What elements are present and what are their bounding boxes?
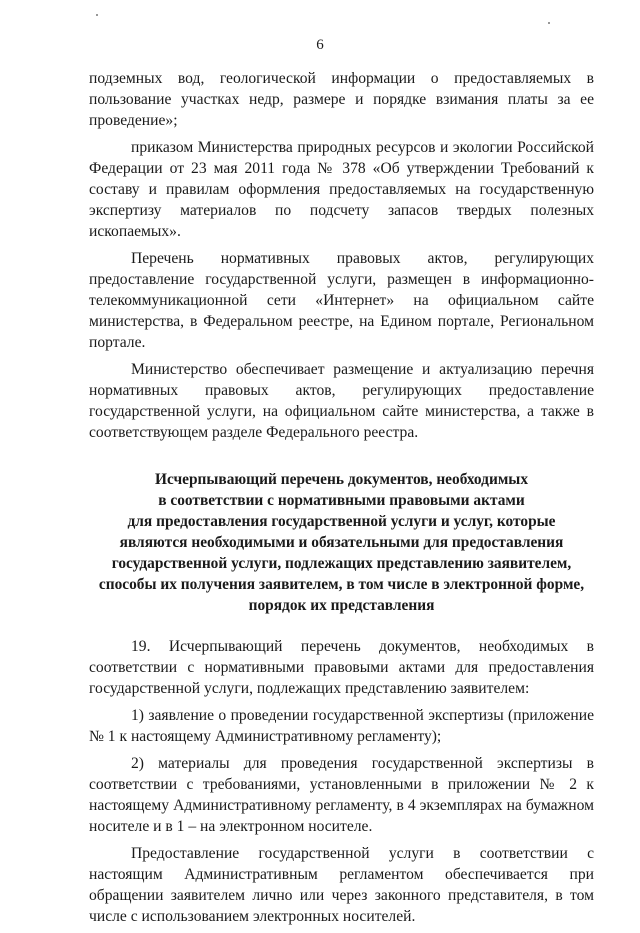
paragraph: Перечень нормативных правовых актов, регулирующих предоставление государственной услуги, размещен в информационно-телекоммуникационной сети «Интернет» на официальном сайте министерства, в Федеральном реестре, на Едином портале, Региональном портале. xyxy=(89,250,594,351)
paragraph: 1) заявление о проведении государственной экспертизы (приложение № 1 к настоящему Административному регламенту); xyxy=(89,707,594,745)
scan-artifact xyxy=(96,14,98,16)
heading-line: для предоставления государственной услуги и услуг, которые xyxy=(127,513,556,530)
paragraphs-top xyxy=(89,68,594,443)
heading-line: Исчерпывающий перечень документов, необходимых xyxy=(154,471,529,488)
paragraph: 19. Исчерпывающий перечень документов, необходимых в соответствии с нормативными правовыми актами для предоставления государственной услуги, подлежащих представлению заявителем: xyxy=(89,638,594,697)
heading-line: в соответствии с нормативными правовыми актами xyxy=(158,492,525,509)
paragraph: Министерство обеспечивает размещение и актуализацию перечня нормативных правовых актов, регулирующих предоставление государственной услуги, на официальном сайте министерства, а также в соответствующем разделе Федерального реестра. xyxy=(89,361,594,441)
paragraph: приказом Министерства природных ресурсов и экологии Российской Федерации от 23 мая 2011 года № 378 «Об утверждении Требований к составу и правилам оформления предоставляемых на государственную экспертизу материалов по подсчету запасов твердых полезных ископаемых». xyxy=(89,139,594,240)
heading-line: являются необходимыми и обязательными для предоставления xyxy=(119,534,564,551)
section-heading xyxy=(89,469,594,616)
scan-artifact xyxy=(548,22,550,24)
heading-line: способы их получения заявителем, в том числе в электронной форме, xyxy=(98,576,585,593)
document-body xyxy=(89,68,594,933)
paragraph: подземных вод, геологической информации о предоставляемых в пользование участках недр, размере и порядке взимания платы за ее проведение»; xyxy=(89,70,594,129)
paragraph: Предоставление государственной услуги в соответствии с настоящим Административным регламентом обеспечивается при обращении заявителем лично или через законного представителя, в том числе с использованием электронных носителей. xyxy=(89,845,594,925)
paragraph: 2) материалы для проведения государственной экспертизы в соответствии с требованиями, установленными в приложении № 2 к настоящему Административному регламенту, в 4 экземплярах на бумажном носителе и в 1 – на электронном носителе. xyxy=(89,755,594,835)
heading-line: порядок их представления xyxy=(248,597,435,614)
page-number: 6 xyxy=(316,37,324,53)
paragraphs-bottom xyxy=(89,636,594,927)
heading-line: государственной услуги, подлежащих представлению заявителем, xyxy=(111,555,572,572)
